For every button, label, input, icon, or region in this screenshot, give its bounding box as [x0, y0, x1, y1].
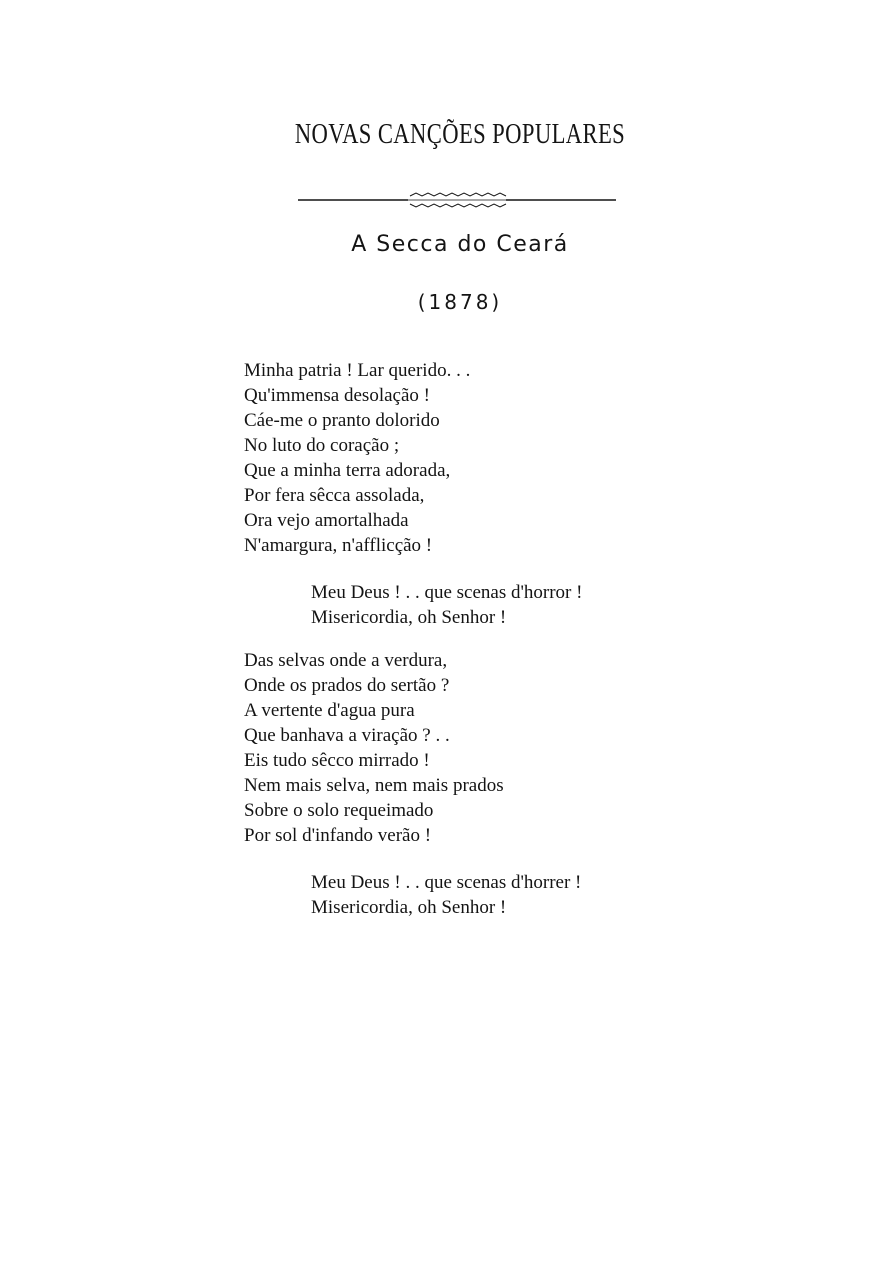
refrain-line: Meu Deus ! . . que scenas d'horror ! [311, 582, 583, 603]
poem-title: A Secca do Ceará [351, 232, 569, 257]
verse-line: No luto do coração ; [244, 435, 400, 456]
verse-line: Sobre o solo requeimado [244, 800, 434, 821]
refrain-line: Misericordia, oh Senhor ! [311, 897, 507, 918]
refrain-1 [311, 580, 582, 630]
ornamental-divider [298, 188, 616, 217]
refrain-2 [311, 870, 581, 920]
verse-line: Ora vejo amortalhada [244, 510, 409, 531]
stanza-1 [244, 358, 470, 558]
verse-line: N'amargura, n'afflicção ! [244, 535, 433, 556]
verse-line: Minha patria ! Lar querido. . . [244, 360, 471, 381]
verse-line: Por fera sêcca assolada, [244, 485, 425, 506]
verse-line: Das selvas onde a verdura, [244, 650, 448, 671]
verse-line: Eis tudo sêcco mirrado ! [244, 750, 430, 771]
refrain-line: Meu Deus ! . . que scenas d'horrer ! [311, 872, 582, 893]
verse-line: Por sol d'infando verão ! [244, 825, 432, 846]
stanza-2 [244, 648, 504, 848]
verse-line: Qu'immensa desolação ! [244, 385, 430, 406]
poem-year: (1878) [417, 290, 503, 314]
verse-line: Nem mais selva, nem mais prados [244, 775, 504, 796]
verse-line: Que banhava a viração ? . . [244, 725, 450, 746]
page-header: NOVAS CANÇÕES POPULARES [294, 118, 626, 150]
verse-line: Onde os prados do sertão ? [244, 675, 450, 696]
refrain-line: Misericordia, oh Senhor ! [311, 607, 507, 628]
verse-line: Cáe-me o pranto dolorido [244, 410, 440, 431]
verse-line: A vertente d'agua pura [244, 700, 415, 721]
verse-line: Que a minha terra adorada, [244, 460, 451, 481]
